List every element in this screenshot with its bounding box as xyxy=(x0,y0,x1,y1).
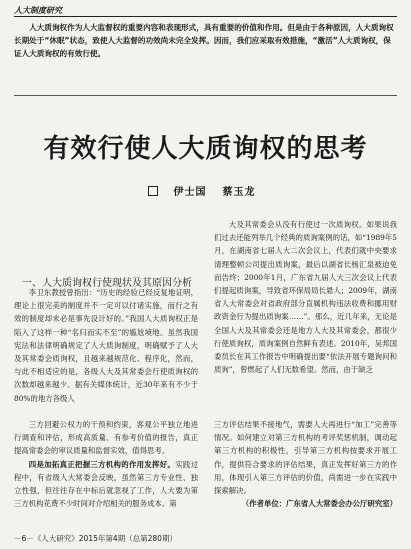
right-column xyxy=(214,218,397,376)
abstract xyxy=(14,21,397,60)
paragraph: 三方评估结果不接地气，需要人大再进行“加工”完善等情况。如何建立对第三方机构的考评奖惩机制，调动起第三方机构的积极性，引导第三方机构按要求开展工作，提供符合要求的评估结果，真正发挥好第三方的作用，体现引入第三方评估的价值，尚需进一步在实践中探索解决。 xyxy=(214,420,397,496)
article-title: 有效行使人大质询权的思考 xyxy=(43,134,368,164)
paragraph: 四是加拓真正把握三方机构的作用发挥好。实践过程中，有省级人大常委会反映，虽然第三方专业性、独立性强，但往往存在中标后就忽视了工作，人大要为第三方机构花费不少时间对介绍相关的服务成本。第 xyxy=(14,459,198,509)
author-box-icon xyxy=(148,186,158,196)
abstract-rule xyxy=(14,95,397,96)
section-heading: 一、人大质询权行使现状及其原因分析 xyxy=(22,278,192,289)
left-column xyxy=(14,286,198,405)
author-affiliation-note: （作者单位：广东省人大常委会办公厅研究室） xyxy=(241,499,397,509)
author-name: 蔡玉龙 xyxy=(222,187,256,198)
bottom-left-text xyxy=(14,418,198,510)
paragraph: 三方回避公权力的干预和约束，客观公平独立地进行调查和评估，形成高质量、有参考价值的报告，真正提高常委会的审议质量和监督实效，值得思考。 xyxy=(14,420,198,456)
bold-sentence: 四是加拓真正把握三方机构的作用发挥好。 xyxy=(28,459,176,469)
header-rule xyxy=(14,16,397,17)
authors xyxy=(0,183,411,198)
bottom-right-text xyxy=(214,418,397,510)
abstract-text: 人大质询权作为人大监督权的重要内容和表现形式，具有重要的价值和作用。但是由于各种原因，人大质询权长期处于“休眠”状态，致使人大监督的功效尚未完全发挥。因而，我们应采取有效措施，“激活”人大质询权，保证人大质询权的有效行使。 xyxy=(14,23,394,58)
header-label: 人大制度研究 xyxy=(14,6,62,15)
page-folio: －6－《人大研究》2015年第4期（总第280期） xyxy=(14,534,177,543)
paragraph: 大及其常委会从没有行使过一次质询权。如果说我们过去还能列举几个经典的质询案例的话，如“1989年5月，在湖南省七届人大二次会议上，代表们就中央要求清理整顿公司提出质询案，最后以湖省长杨汇泉被迫免而告终；2000年1月，广东省九届人大三次会议上代表们提起质询案，导致省环保局局长悬人；2009年，湖南省人大常委会对省政府部分直属机构违法收费和挪用财政资金行为提出质询案……”。那么，近几年来，无论是全国人大及其常委会还是地方人大及其常委会，都很少行使质询权，质询案例自然鲜有表述。2010年，吴邦国委员长在其工作报告中明确提出要“依法开展专题询问和质询”，曾燃起了人们无数希望。然而，由于缺乏 xyxy=(214,220,397,375)
author-name: 伊士国 xyxy=(173,187,207,198)
paragraph: 李卫东教授曾指出：“历史的经验已经反复地证明，理论上很完美的制度并不一定可以付诸实施，而行之有效的制度却未必是事先设计好的。”我国人大质询权正是陷入了这样一种“名归而实不至”的尴尬境地。虽然我国宪法和法律明确规定了人大质询制度，明确赋予了人大及其常委会质询权，且越来越规范化、程序化，然而，与此不相适应的是，各级人大及其常委会行使质询权的次数却越来越少。据有关媒体统计，近30年来有不少于80%的地方各级人 xyxy=(14,288,198,403)
